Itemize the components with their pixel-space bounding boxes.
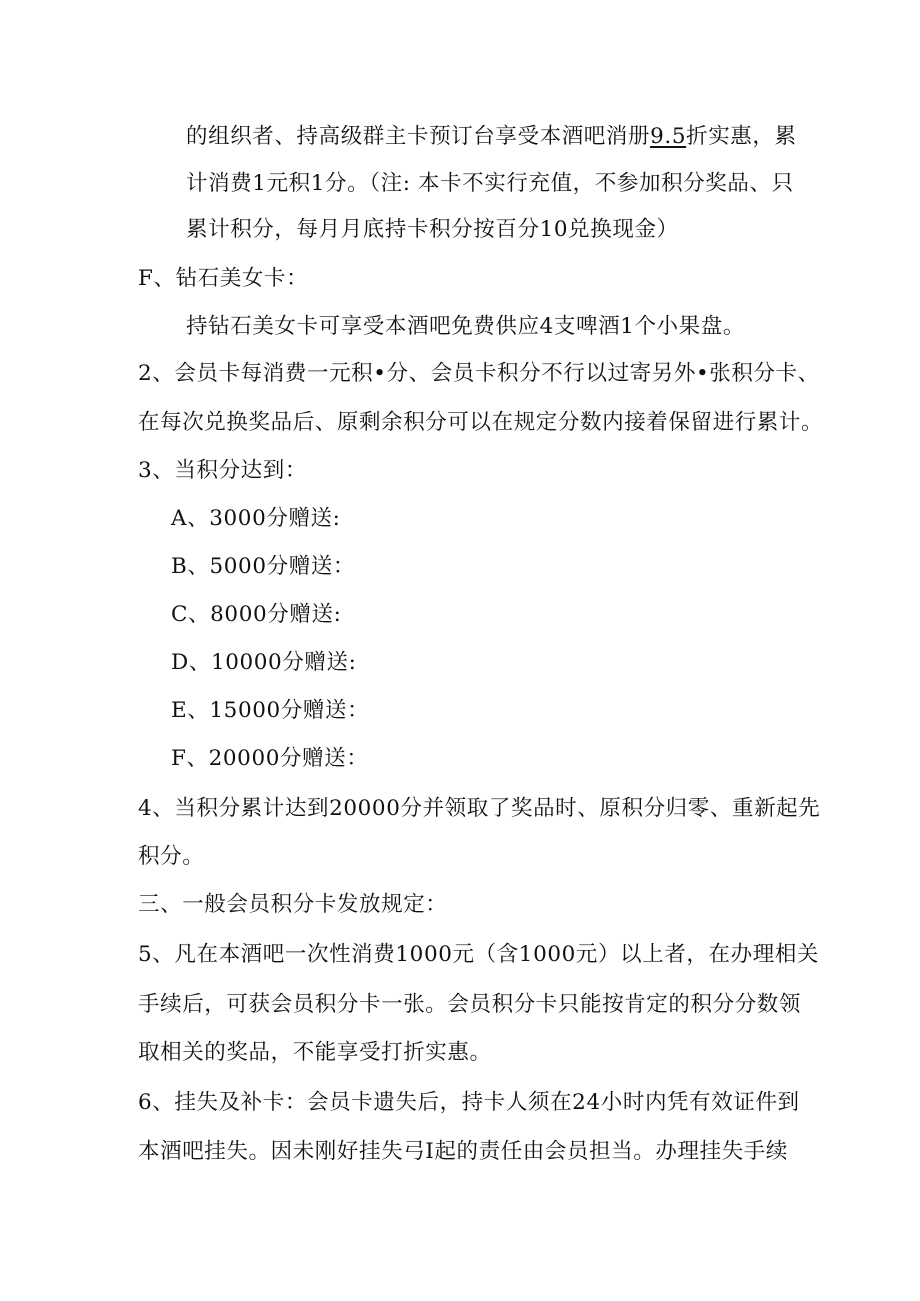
list-item: D、10000分赠送:	[171, 650, 357, 675]
paragraph-line: 积分。	[138, 844, 205, 869]
paragraph-line: 取相关的奖品，不能享受打折实惠。	[138, 1040, 492, 1065]
section-heading: F、钻石美女卡：	[138, 266, 309, 291]
list-item: E、15000分赠送：	[171, 698, 370, 723]
paragraph-line: 2、会员卡每消费一元积•分、会员卡积分不行以过寄另外•张积分卡、	[138, 361, 820, 386]
paragraph-line: 手续后，可获会员积分卡一张。会员积分卡只能按肯定的积分分数领	[138, 992, 802, 1017]
list-item: B、5000分赠送：	[171, 554, 356, 579]
list-item: A、3000分赠送:	[171, 506, 341, 531]
paragraph-line: 5、凡在本酒吧一次性消费1000元（含1000元）以上者，在办理相关	[138, 942, 820, 967]
section-heading: 三、一般会员积分卡发放规定：	[138, 892, 448, 917]
section-heading: 3、当积分达到：	[138, 458, 307, 483]
paragraph-line: 本酒吧挂失。因未刚好挂失弓I起的责任由会员担当。办理挂失手续	[138, 1139, 788, 1164]
paragraph-line: 持钻石美女卡可享受本酒吧免费供应4支啤酒1个小果盘。	[186, 314, 745, 339]
underlined-discount: 9.5	[650, 124, 687, 149]
list-item: C、8000分赠送:	[171, 602, 342, 627]
text-run: 折实惠，累	[686, 124, 797, 149]
text-run: 的组织者、持高级群主卡预订台享受本酒吧消册	[186, 124, 651, 149]
paragraph-line: 在每次兑换奖品后、原剩余积分可以在规定分数内接着保留进行累计。	[138, 410, 824, 435]
paragraph-line: 计消费1元积1分。（注: 本卡不实行充值，不参加积分奖品、只	[186, 171, 794, 196]
paragraph-line: 累计积分，每月月底持卡积分按百分10兑换现金）	[186, 217, 679, 242]
paragraph-line	[186, 122, 797, 152]
paragraph-line: 4、当积分累计达到20000分并领取了奖品时、原积分归零、重新起先	[138, 796, 821, 821]
paragraph-line: 6、挂失及补卡：会员卡遗失后，持卡人须在24小时内凭有效证件到	[138, 1090, 800, 1115]
list-item: F、20000分赠送：	[171, 746, 369, 771]
